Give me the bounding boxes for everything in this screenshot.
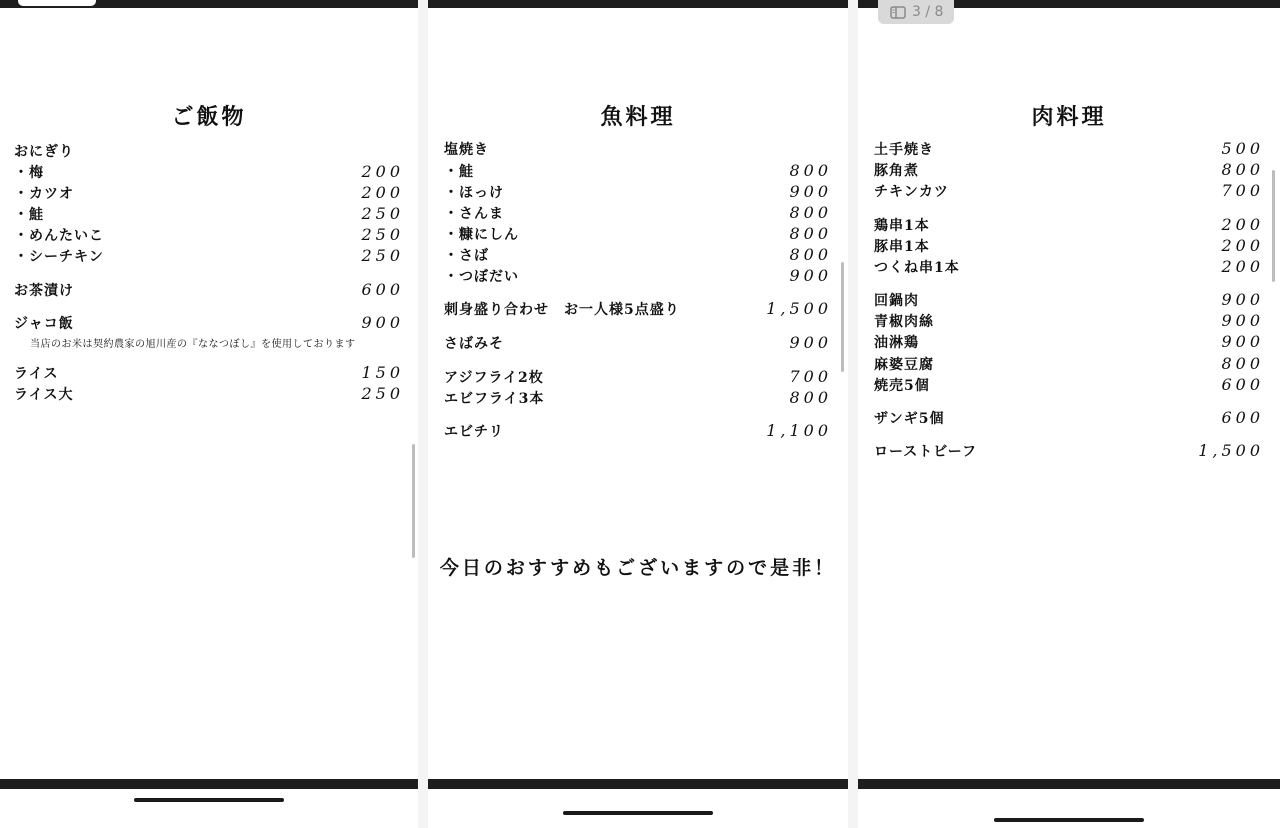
recommendation-text: 今日のおすすめもございますので是非！ [439, 557, 837, 579]
menu-item [14, 182, 404, 203]
scrollbar[interactable] [841, 262, 844, 372]
menu-item-name: 土手焼き [874, 141, 934, 158]
menu-item [874, 256, 1264, 277]
menu-item-price: 800 [789, 224, 832, 243]
menu-item-price: 250 [361, 384, 404, 403]
menu-item-name: ローストビーフ [874, 443, 978, 460]
menu-item [874, 440, 1264, 461]
menu-item-name: 油淋鶏 [874, 334, 919, 351]
menu-item [444, 181, 832, 202]
menu-item-price: 200 [1221, 236, 1264, 255]
menu-item-name: ・めんたいこ [14, 227, 104, 244]
menu-item-price: 700 [789, 367, 832, 386]
scrollbar[interactable] [1272, 170, 1275, 282]
menu-item-name: チキンカツ [874, 183, 949, 200]
menu-item-price: 900 [361, 313, 404, 332]
menu-item-price: 1,100 [766, 421, 832, 440]
menu-item-name: ・糠にしん [444, 226, 519, 243]
menu-item-name: ・鮭 [14, 206, 44, 223]
menu-item-price: 250 [361, 204, 404, 223]
menu-item-price: 600 [361, 280, 404, 299]
menu-item [14, 362, 404, 383]
bottom-bar [0, 779, 418, 789]
menu-item-price: 250 [361, 225, 404, 244]
menu-item [444, 223, 832, 244]
menu-item-name: ・カツオ [14, 185, 74, 202]
page-title: ご飯物 [171, 104, 247, 130]
rice-note: 当店のお米は契約農家の旭川産の『ななつぼし』を使用しております [30, 339, 356, 350]
menu-item-price: 800 [789, 161, 832, 180]
menu-item [444, 298, 832, 319]
menu-item-name: ・シーチキン [14, 248, 104, 265]
menu-item [874, 159, 1264, 180]
page-indicator-label: 3 / 8 [912, 4, 944, 20]
scrollbar[interactable] [412, 444, 415, 558]
menu-item-price: 200 [1221, 257, 1264, 276]
menu-item [874, 214, 1264, 235]
page-title: 魚料理 [600, 104, 676, 130]
menu-item [444, 202, 832, 223]
menu-item [874, 407, 1264, 428]
menu-item-name: ・さば [444, 247, 489, 264]
menu-item-name: ・つぼだい [444, 268, 519, 285]
menu-item-name: 回鍋肉 [874, 292, 919, 309]
menu-page-rice [0, 0, 418, 828]
menu-item [874, 235, 1264, 256]
menu-item-price: 700 [1221, 181, 1264, 200]
menu-item [444, 387, 832, 408]
menu-item [14, 383, 404, 404]
menu-item-price: 900 [789, 266, 832, 285]
menu-item-price: 900 [789, 182, 832, 201]
menu-item [14, 161, 404, 182]
menu-item [444, 366, 832, 387]
menu-item-name: お茶漬け [14, 282, 74, 299]
menu-item-price: 250 [361, 246, 404, 265]
menu-item [874, 374, 1264, 395]
home-indicator[interactable] [134, 798, 284, 802]
status-pill [18, 0, 96, 6]
menu-item [874, 180, 1264, 201]
menu-item-name: 豚串1本 [874, 238, 930, 255]
menu-item-name: アジフライ2枚 [444, 369, 544, 386]
menu-item-price: 200 [1221, 215, 1264, 234]
menu-item-name: ジャコ飯 [14, 315, 74, 332]
menu-item [874, 353, 1264, 374]
page-title: 肉料理 [1031, 104, 1107, 130]
menu-item-price: 500 [1221, 139, 1264, 158]
bottom-bar [428, 779, 848, 789]
menu-item-price: 900 [1221, 290, 1264, 309]
home-indicator[interactable] [994, 818, 1144, 822]
menu-item [14, 140, 404, 161]
menu-item [14, 245, 404, 266]
menu-item [444, 420, 832, 441]
menu-item-name: さばみそ [444, 335, 504, 352]
menu-item-name: エビチリ [444, 423, 504, 440]
menu-item-name: 豚角煮 [874, 162, 919, 179]
menu-item [874, 331, 1264, 352]
sidebar-icon [890, 6, 906, 19]
home-indicator[interactable] [563, 811, 713, 815]
menu-item-price: 150 [361, 363, 404, 382]
menu-item-price: 800 [1221, 160, 1264, 179]
menu-item [14, 279, 404, 300]
menu-item-price: 900 [1221, 332, 1264, 351]
menu-item [14, 203, 404, 224]
menu-item-name: ・梅 [14, 164, 44, 181]
menu-item-name: 焼売5個 [874, 377, 930, 394]
menu-item-name: つくね串1本 [874, 259, 960, 276]
menu-item-price: 900 [789, 333, 832, 352]
menu-item-price: 1,500 [766, 299, 832, 318]
menu-item [14, 312, 404, 333]
top-bar [428, 0, 848, 8]
menu-item-name: ・鮭 [444, 163, 474, 180]
menu-item-name: ・さんま [444, 205, 504, 222]
menu-item-price: 900 [1221, 311, 1264, 330]
menu-item-name: 塩焼き [444, 141, 489, 158]
menu-item-price: 200 [361, 183, 404, 202]
page-indicator[interactable] [878, 0, 954, 24]
menu-item-name: 麻婆豆腐 [874, 356, 934, 373]
menu-item-price: 1,500 [1198, 441, 1264, 460]
menu-item [874, 138, 1264, 159]
menu-item [444, 244, 832, 265]
menu-item-price: 800 [789, 388, 832, 407]
menu-item-price: 600 [1221, 375, 1264, 394]
menu-item-name: おにぎり [14, 143, 74, 160]
menu-item [444, 160, 832, 181]
menu-item-name: エビフライ3本 [444, 390, 545, 407]
menu-item-name: 刺身盛り合わせ お一人様5点盛り [444, 301, 680, 318]
menu-item [444, 265, 832, 286]
menu-item [444, 138, 832, 159]
menu-item-price: 200 [361, 162, 404, 181]
menu-item-price: 800 [789, 203, 832, 222]
menu-item-price: 800 [1221, 354, 1264, 373]
menu-item-name: 青椒肉絲 [874, 313, 934, 330]
menu-page-fish [428, 0, 848, 828]
menu-item-name: ・ほっけ [444, 184, 504, 201]
menu-item-name: ザンギ5個 [874, 410, 945, 427]
menu-item [874, 289, 1264, 310]
menu-item [874, 310, 1264, 331]
menu-item-price: 800 [789, 245, 832, 264]
menu-page-meat [858, 0, 1280, 828]
menu-item-name: ライス大 [14, 386, 74, 403]
menu-item-price: 600 [1221, 408, 1264, 427]
bottom-bar [858, 779, 1280, 789]
menu-item [444, 332, 832, 353]
menu-item [14, 224, 404, 245]
menu-item-name: ライス [14, 365, 59, 382]
menu-item-name: 鶏串1本 [874, 217, 930, 234]
